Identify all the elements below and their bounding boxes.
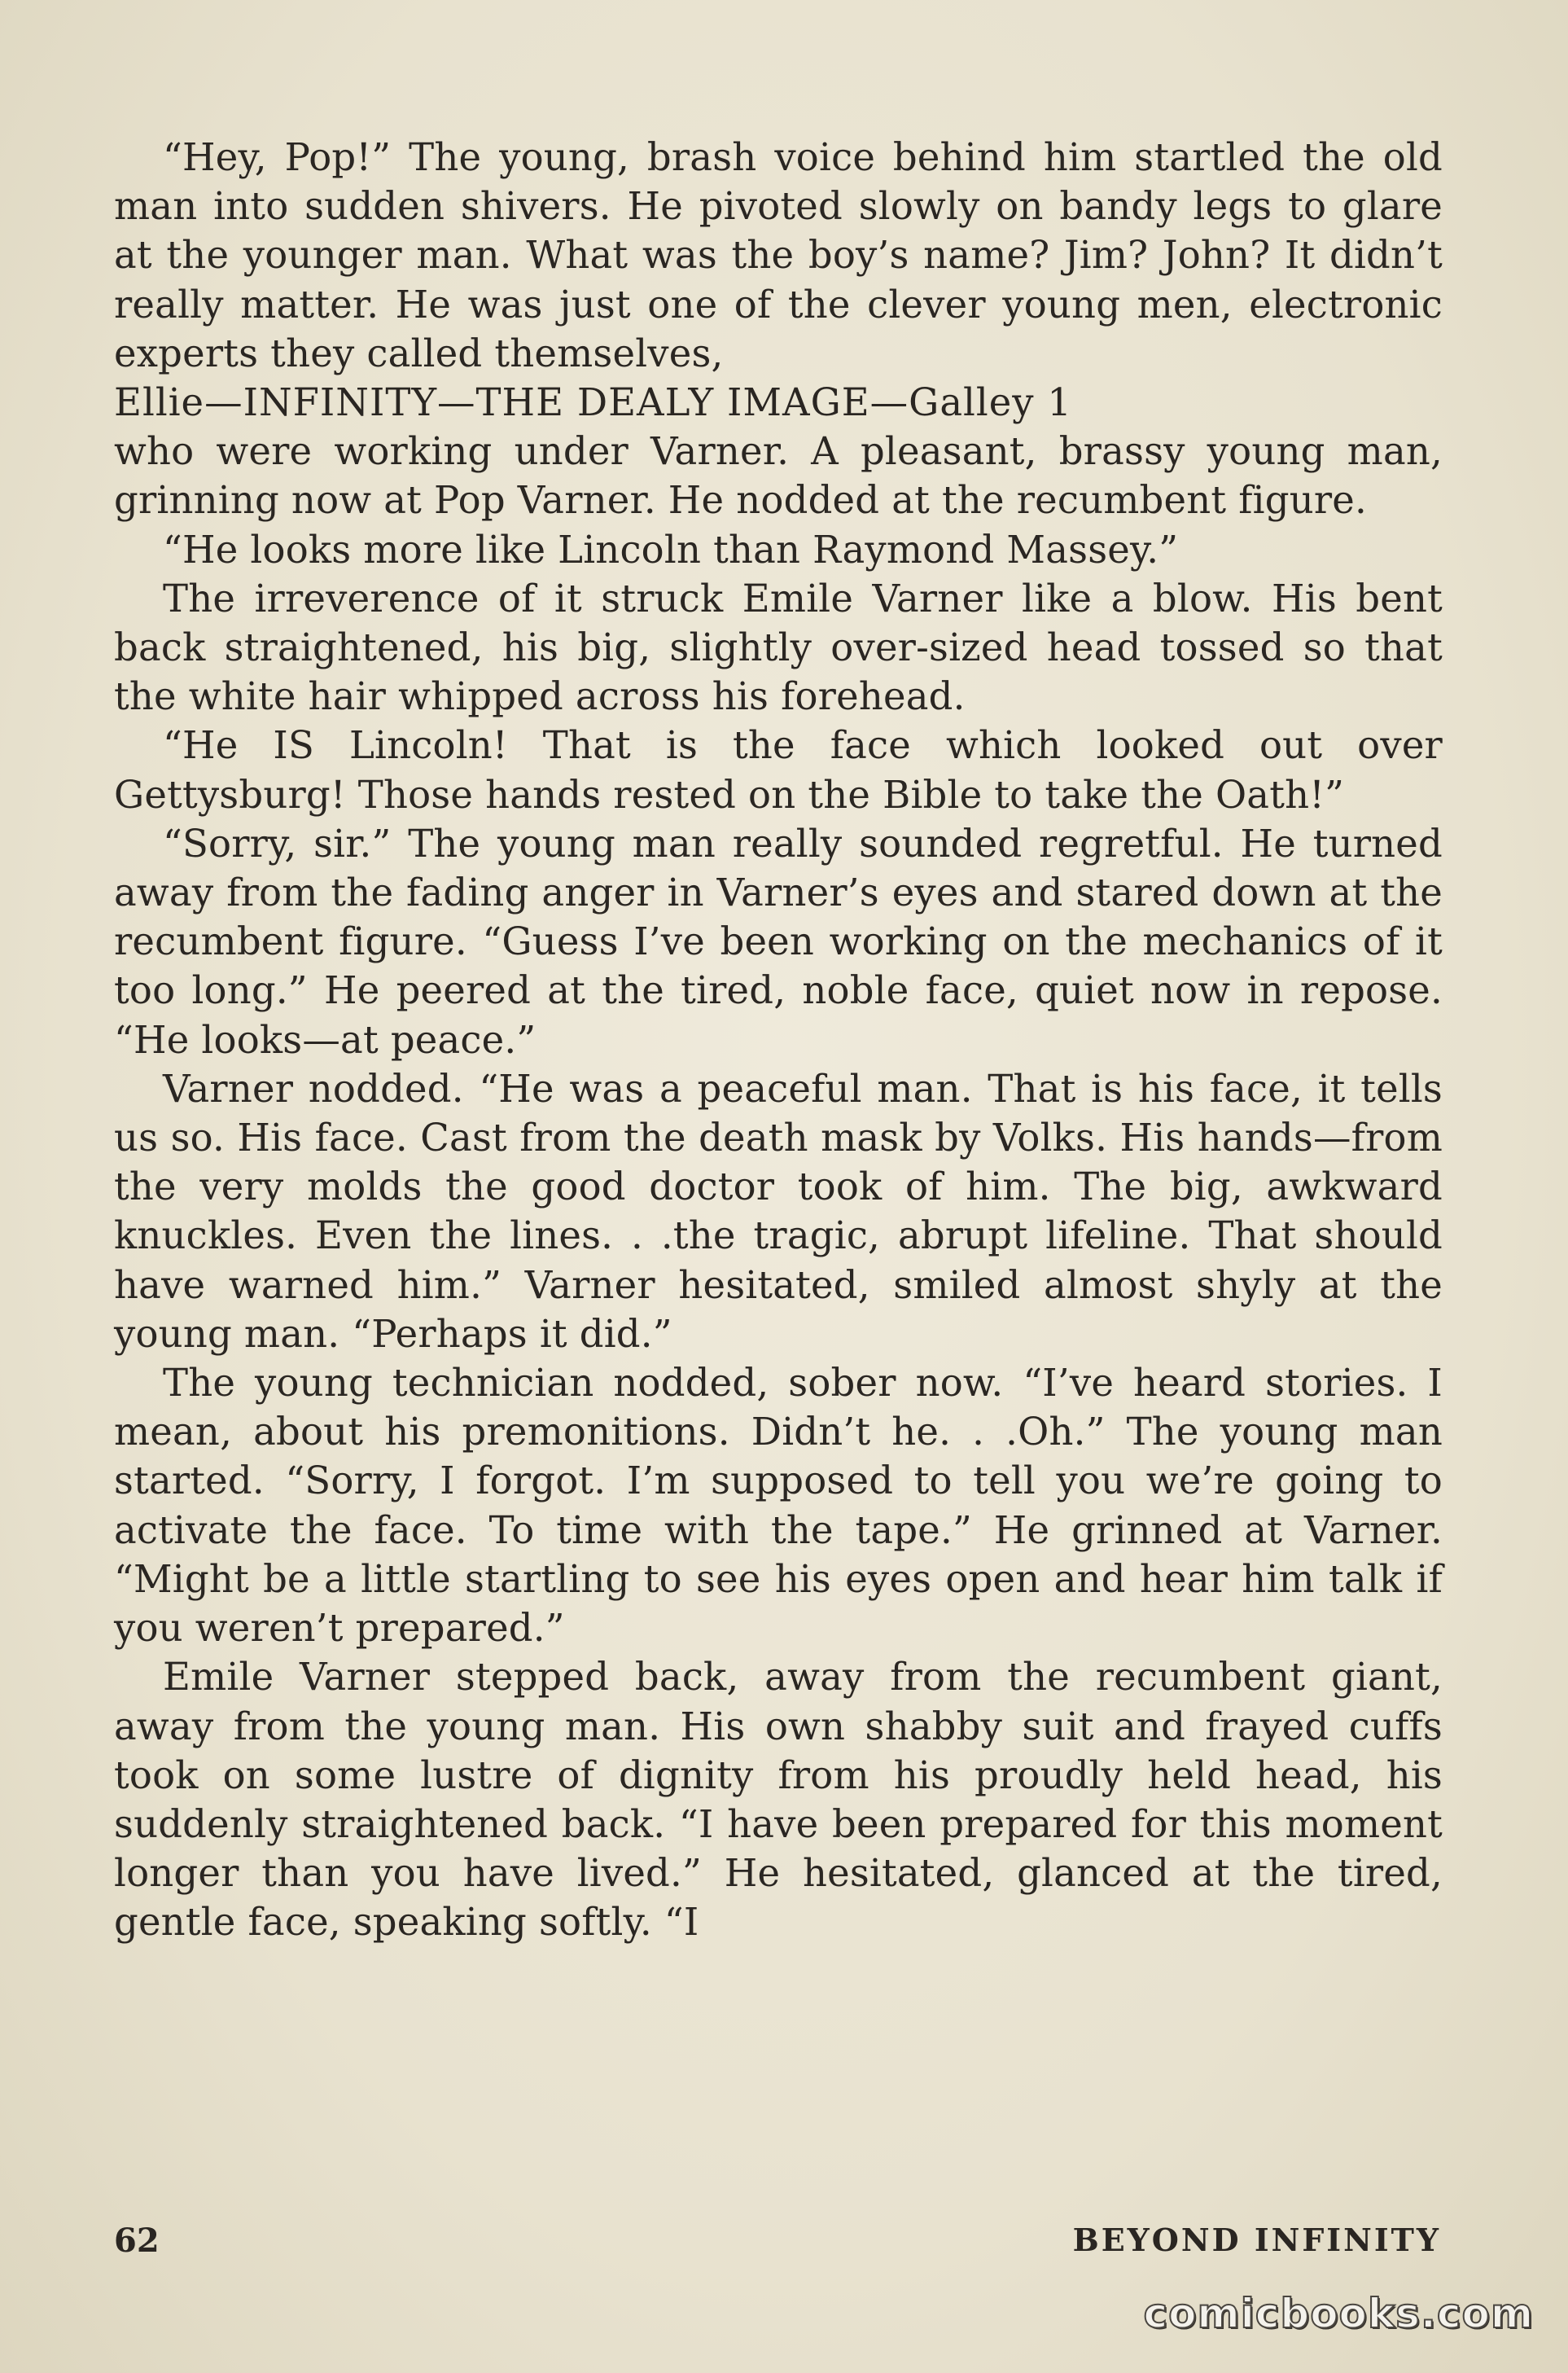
paragraph-7: Varner nodded. “He was a peaceful man. That is his face, it tells us so. His face. Cast from the death mask by Volks. His hands—from the very molds the good doctor took of him. The big, awkward knuckles. Even the lines. . .the tragic, abrupt lifeline. That should have warned him.” Varner hesitated, smiled almost shyly at the young man. “Perhaps it did.” bbox=[114, 1066, 1443, 1356]
site-watermark: comicbooks.com bbox=[1143, 2290, 1534, 2337]
paragraph-2: who were working under Varner. A pleasant, brassy young man, grinning now at Pop Varner. He nodded at the recumbent figure. bbox=[114, 429, 1443, 523]
story-text bbox=[114, 133, 1443, 1947]
running-footer-title: BEYOND INFINITY bbox=[1072, 2222, 1441, 2258]
page-number: 62 bbox=[114, 2222, 160, 2260]
paragraph-8: The young technician nodded, sober now. “I’ve heard stories. I mean, about his premonitions. Didn’t he. . .Oh.” The young man started. “Sorry, I forgot. I’m supposed to tell you we’re going to activate the face. To time with the tape.” He grinned at Varner. “Might be a little startling to see his eyes open and hear him talk if you weren’t prepared.” bbox=[114, 1361, 1443, 1651]
paragraph-6: “Sorry, sir.” The young man really sounded regretful. He turned away from the fading anger in Varner’s eyes and stared down at the recumbent figure. “Guess I’ve been working on the mechanics of it too long.” He peered at the tired, noble face, quiet now in repose. “He looks—at peace.” bbox=[114, 821, 1443, 1062]
paragraph-3: “He looks more like Lincoln than Raymond Massey.” bbox=[163, 527, 1179, 572]
paragraph-4: The irreverence of it struck Emile Varner like a blow. His bent back straightened, his big, slightly over-sized head tossed so that the white hair whipped across his forehead. bbox=[114, 576, 1443, 719]
paragraph-9: Emile Varner stepped back, away from the recumbent giant, away from the young man. His own shabby suit and frayed cuffs took on some lustre of dignity from his proudly held head, his suddenly straightened back. “I have been prepared for this moment longer than you have lived.” He hesitated, glanced at the tired, gentle face, speaking softly. “I bbox=[114, 1655, 1443, 1945]
galley-line: Ellie—INFINITY—THE DEALY IMAGE—Galley 1 bbox=[114, 380, 1072, 425]
paragraph-5: “He IS Lincoln! That is the face which looked out over Gettysburg! Those hands rested on the Bible to take the Oath!” bbox=[114, 723, 1443, 817]
paragraph-1: “Hey, Pop!” The young, brash voice behind him startled the old man into sudden shivers. He pivoted slowly on bandy legs to glare at the younger man. What was the boy’s name? Jim? John? It didn’t really matter. He was just one of the clever young men, electronic experts they called themselves, bbox=[114, 135, 1443, 375]
